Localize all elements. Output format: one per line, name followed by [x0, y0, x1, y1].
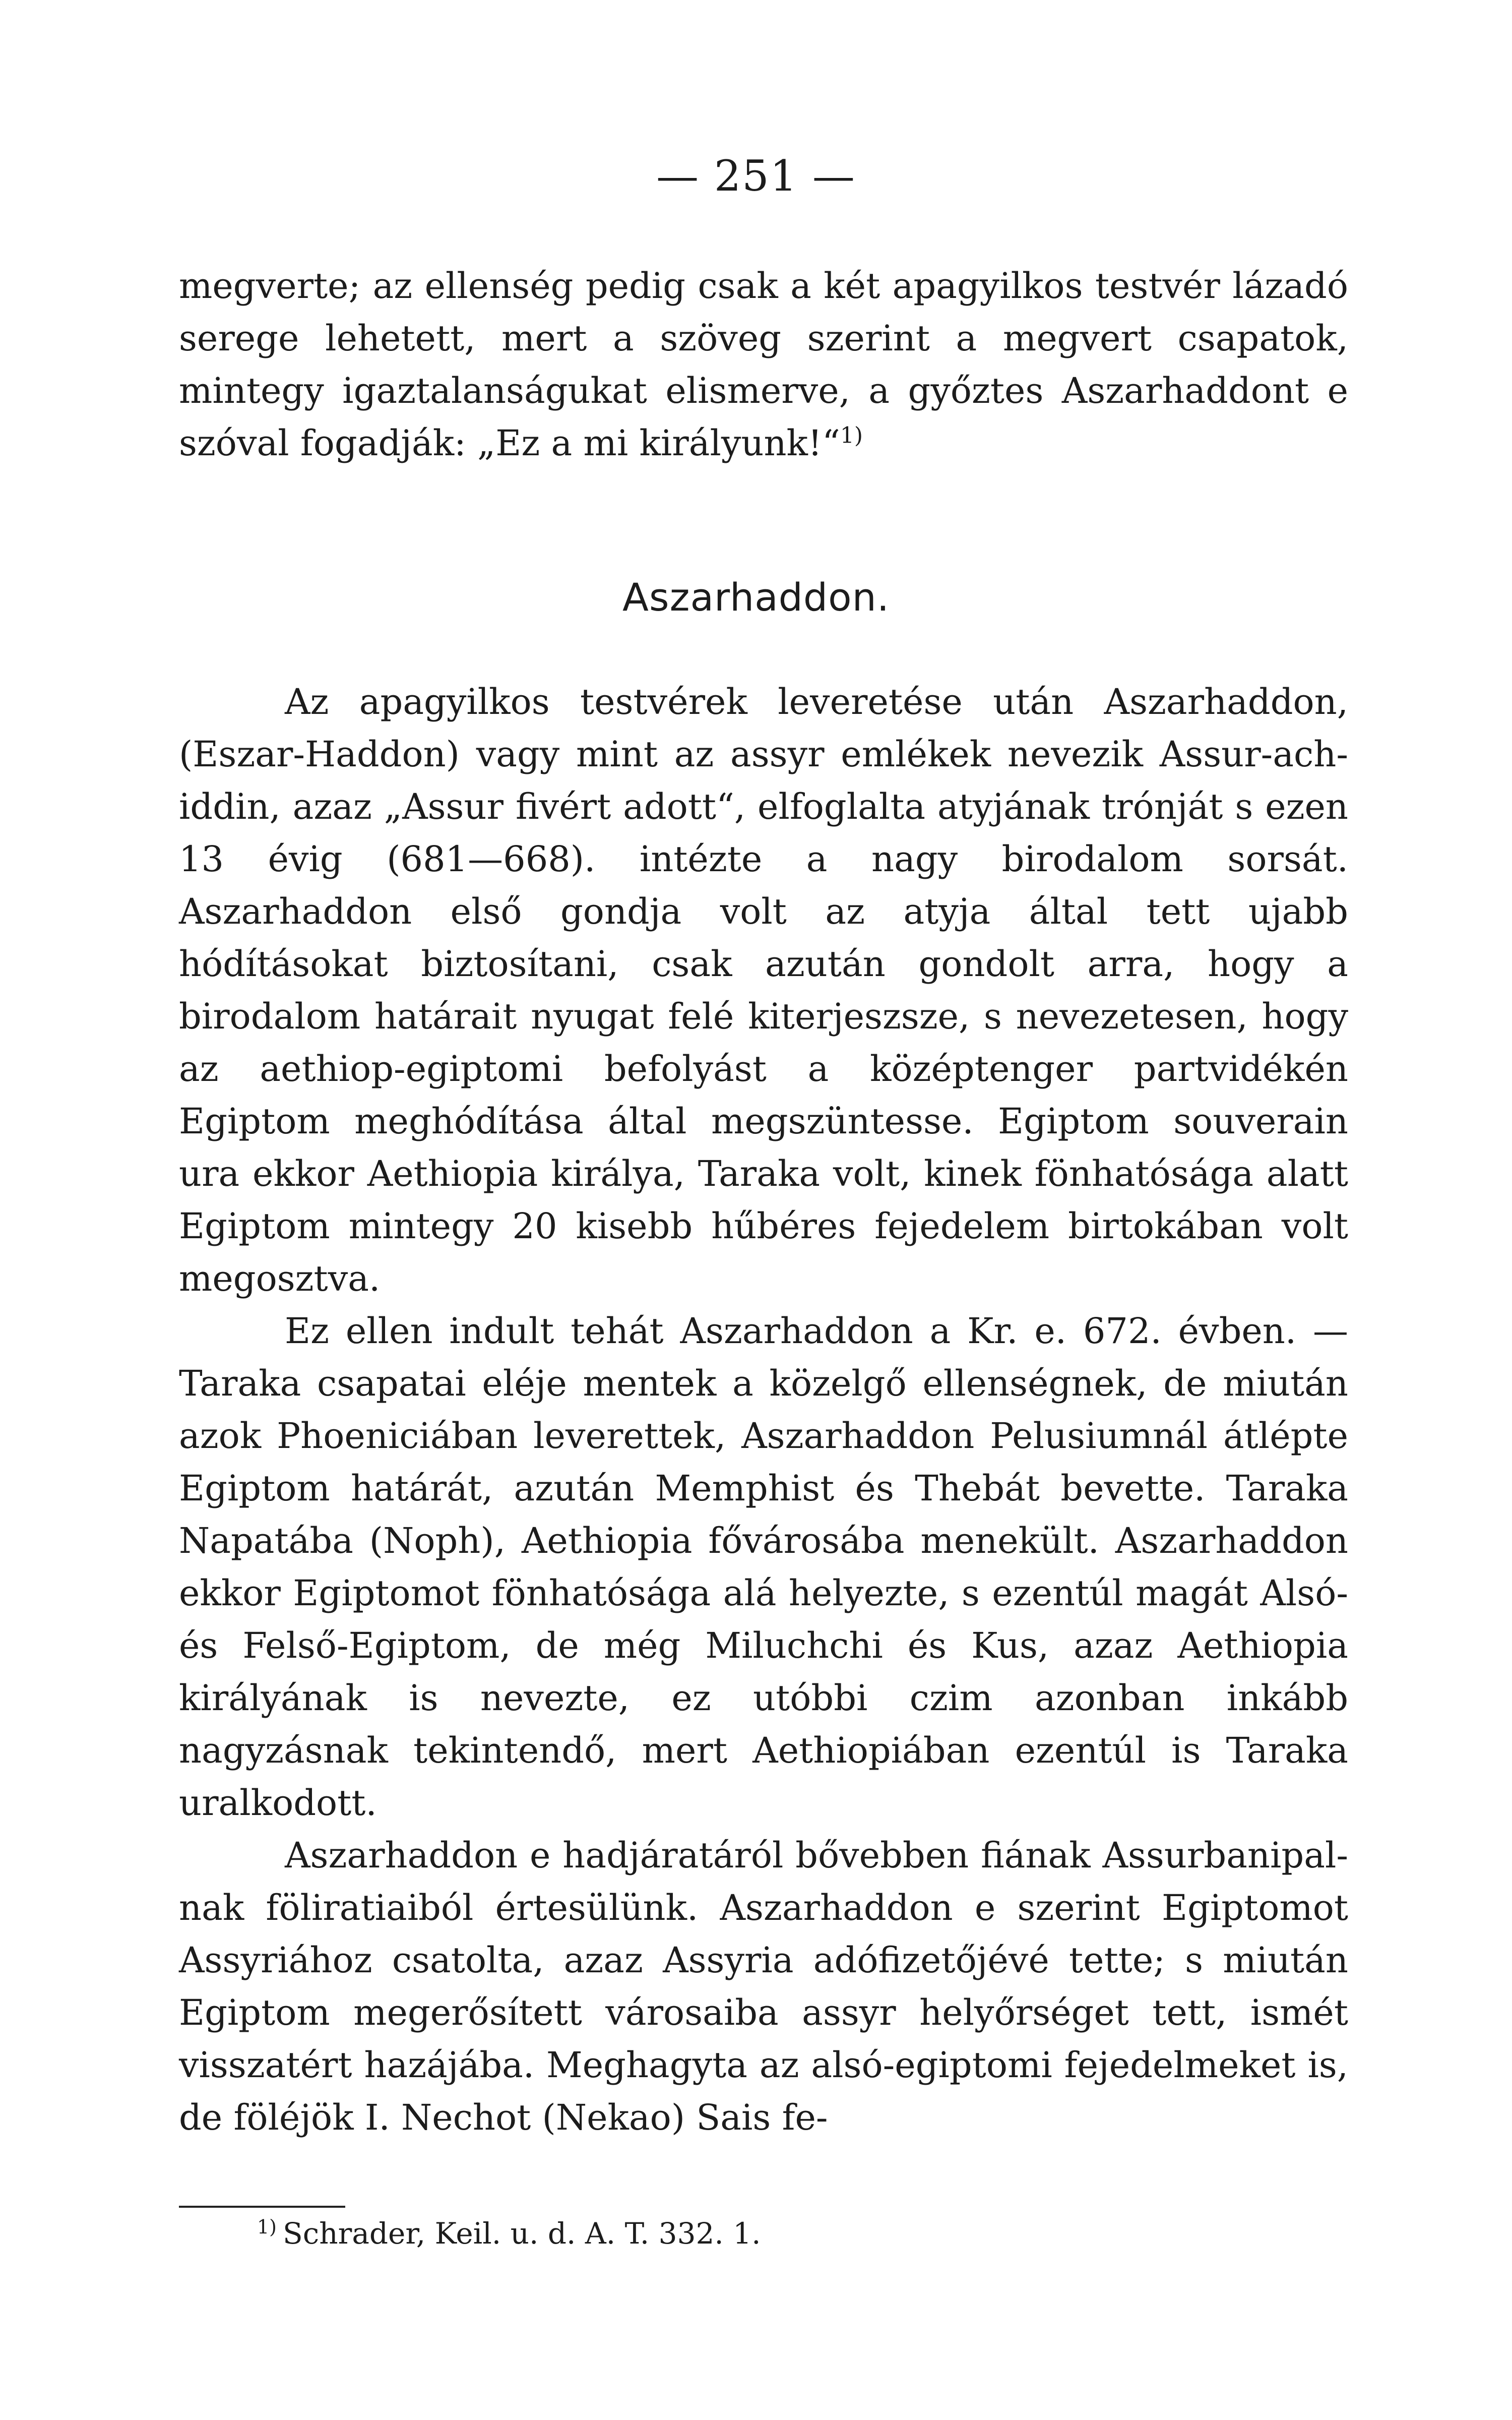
- body-paragraph: Az apagyilkos testvérek leveretése után Aszarhaddon, (Eszar-Haddon) vagy mint az assyr emlékek nevezik Assur-ach-iddin, azaz „Assur fivért adott“, elfoglalta atyjának trónját s ezen 13 évig (681—668). intézte a nagy birodalom sorsát. Aszarhaddon első gondja volt az atyja által tett ujabb hódításokat biztosítani, csak azután gondolt arra, hogy a birodalom határait nyugat felé kiterjeszsze, s nevezetesen, hogy az aethiop-egiptomi befolyást a középtenger partvidékén Egiptom meghódítása által megszüntesse. Egiptom souverain ura ekkor Aethiopia királya, Taraka volt, kinek fönhatósága alatt Egiptom mintegy 20 kisebb hűbéres fejedelem birtokában volt megosztva.: [179, 681, 1348, 1299]
- footnote-mark: 1): [257, 2215, 277, 2238]
- body-paragraph: Ez ellen indult tehát Aszarhaddon a Kr. e. 672. évben. — Taraka csapatai eléje mentek a közelgő ellenségnek, de miután azok Phoeniciában leverettek, Aszarhaddon Pelusiumnál átlépte Egiptom határát, azután Memphist és Thebát bevette. Taraka Napatába (Noph), Aethiopia fővárosába menekült. Aszarhaddon ekkor Egiptomot fönhatósága alá helyezte, s ezentúl magát Alsó- és Felső-Egiptom, de még Miluchchi és Kus, azaz Aethiopia királyának is nevezte, ez utóbbi czim azonban inkább nagyzásnak tekintendő, mert Aethiopiában ezentúl is Taraka uralkodott.: [179, 1310, 1348, 1824]
- body-paragraph: Aszarhaddon e hadjáratáról bővebben fiának Assurbanipal-nak föliratiaiból értesülünk. Aszarhaddon e szerint Egiptomot Assyriához csatolta, azaz Assyria adófizetőjévé tette; s miután Egiptom megerősített városaiba assyr helyőrséget tett, ismét visszatért hazájába. Meghagyta az alsó-egiptomi fejedelmeket is, de föléjök I. Nechot (Nekao) Sais fe-: [179, 1835, 1348, 2138]
- intro-text: [179, 260, 1348, 469]
- intro-paragraph: [179, 260, 1348, 469]
- section-body: [179, 676, 1348, 2144]
- footnote-reference: 1): [840, 422, 863, 449]
- footnote-divider: [179, 2206, 345, 2208]
- footnote-text: Schrader, Keil. u. d. A. T. 332. 1.: [283, 2216, 761, 2251]
- footnote: [257, 2213, 761, 2254]
- page-number: — 251 —: [656, 151, 856, 201]
- section-heading: Aszarhaddon.: [622, 575, 890, 620]
- intro-text-body: megverte; az ellenség pedig csak a két apagyilkos testvér lázadó serege lehetett, mert a szöveg szerint a megvert csapatok, mintegy igaztalanságukat elismerve, a győztes Aszarhaddont e szóval fogadják: „Ez a mi királyunk!“: [179, 265, 1348, 464]
